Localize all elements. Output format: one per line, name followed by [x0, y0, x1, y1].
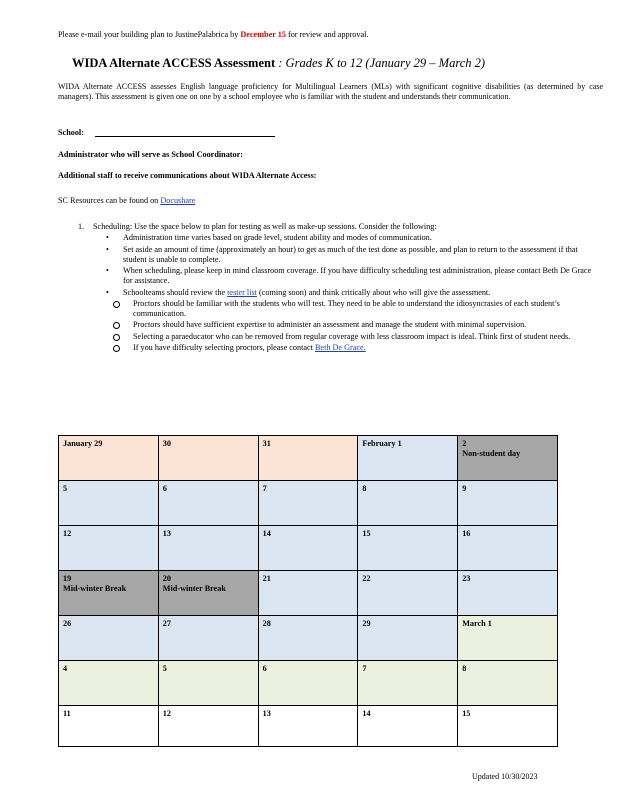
sub-bullet-text: Proctors should have sufficient expertise to administer an assessment and manage the student with minimal supervision.	[133, 320, 527, 330]
day-label: 20	[162, 574, 171, 583]
day-label: 13	[262, 709, 271, 718]
calendar-day-cell[interactable]	[458, 571, 558, 616]
day-label: 14	[362, 709, 371, 718]
calendar-day-cell[interactable]	[458, 481, 558, 526]
calendar-week-row	[59, 706, 558, 747]
day-label: 7	[362, 664, 367, 673]
sc-resources-line	[58, 196, 195, 206]
deadline-date: December 15	[240, 30, 286, 39]
list-item	[93, 266, 593, 287]
calendar-day-cell[interactable]	[158, 481, 258, 526]
day-label: 5	[162, 664, 167, 673]
title-main: WIDA Alternate ACCESS Assessment	[72, 56, 276, 70]
day-label: 7	[262, 484, 267, 493]
calendar-day-cell[interactable]	[158, 616, 258, 661]
day-label: 11	[63, 709, 71, 718]
list-item	[93, 320, 573, 330]
updated-date: Updated 10/30/2023	[472, 772, 538, 781]
bullet-icon: •	[106, 244, 109, 254]
day-label: 28	[262, 619, 271, 628]
bullet-icon: •	[106, 266, 109, 275]
resources-prefix: SC Resources can be found on	[58, 196, 159, 205]
day-label: January 29	[63, 439, 103, 448]
calendar-day-cell[interactable]	[59, 526, 159, 571]
scheduling-bullets	[93, 233, 618, 353]
calendar-day-cell[interactable]	[59, 616, 159, 661]
day-label: March 1	[462, 619, 492, 628]
bullet-icon: •	[106, 233, 109, 243]
day-label: 31	[262, 439, 271, 448]
calendar-day-cell[interactable]	[258, 706, 358, 747]
circle-bullet-icon	[113, 345, 120, 352]
calendar-day-cell[interactable]	[458, 616, 558, 661]
day-label: 6	[262, 664, 267, 673]
calendar-day-cell[interactable]	[358, 436, 458, 481]
school-input-line[interactable]	[95, 136, 275, 137]
calendar-day-cell[interactable]	[59, 481, 159, 526]
step-number: 1.	[78, 222, 85, 231]
calendar-day-cell[interactable]	[458, 436, 558, 481]
list-item	[93, 233, 593, 243]
day-label: 30	[162, 439, 171, 448]
calendar-week-row	[59, 481, 558, 526]
calendar-week-row	[59, 436, 558, 481]
sub-bullet-text: Selecting a paraeducator who can be removed from regular coverage with less classroom impact is ideal. Think first of student needs.	[133, 331, 571, 341]
day-label: 8	[362, 484, 367, 493]
bullet-text: Schoolteams should review the	[123, 287, 226, 297]
calendar-day-cell[interactable]	[358, 661, 458, 706]
intro-suffix: for review and approval.	[287, 30, 369, 39]
day-label: 22	[362, 574, 371, 583]
day-label: 2	[462, 439, 467, 448]
title-grades: : Grades K to 12 (January 29 – March 2)	[278, 56, 486, 70]
day-label: 9	[462, 484, 467, 493]
day-label: 13	[162, 529, 171, 538]
day-note: Non-student day	[462, 449, 521, 459]
beth-de-grace-link[interactable]: Beth De Grace.	[314, 342, 366, 352]
day-note: Mid-winter Break	[162, 584, 226, 594]
calendar-day-cell[interactable]	[258, 526, 358, 571]
sub-bullet-text: If you have difficulty selecting proctors, please contact	[133, 342, 313, 352]
day-label: 26	[63, 619, 72, 628]
calendar-week-row	[59, 661, 558, 706]
day-label: 14	[262, 529, 271, 538]
calendar-week-row	[59, 616, 558, 661]
calendar-day-cell[interactable]	[59, 571, 159, 616]
calendar-day-cell[interactable]	[258, 481, 358, 526]
calendar-day-cell[interactable]	[158, 526, 258, 571]
circle-bullet-icon	[113, 322, 120, 329]
day-label: 5	[63, 484, 68, 493]
circle-bullet-icon	[113, 301, 120, 308]
list-item	[93, 332, 573, 342]
calendar-week-row	[59, 526, 558, 571]
day-label: 15	[462, 709, 471, 718]
calendar-day-cell[interactable]	[158, 661, 258, 706]
day-label: 29	[362, 619, 371, 628]
bullet-text: (coming soon) and think critically about who will give the assessment.	[259, 287, 491, 297]
day-label: 19	[63, 574, 72, 583]
calendar-day-cell[interactable]	[258, 571, 358, 616]
bullet-text: Administration time varies based on grade level, student ability and modes of communication.	[123, 233, 432, 243]
day-label: 23	[462, 574, 471, 583]
day-label: 27	[162, 619, 171, 628]
proctor-sub-bullets	[93, 299, 593, 353]
steps-list	[78, 222, 618, 354]
school-label: School:	[58, 128, 84, 137]
bullet-icon: •	[106, 287, 109, 297]
day-label: 12	[162, 709, 171, 718]
day-label: 6	[162, 484, 167, 493]
list-item	[93, 299, 573, 320]
page-title	[72, 56, 485, 72]
day-label: February 1	[362, 439, 402, 448]
day-label: 4	[63, 664, 68, 673]
day-label: 15	[362, 529, 371, 538]
step-scheduling	[78, 222, 618, 353]
list-item	[93, 245, 593, 266]
calendar-day-cell[interactable]	[458, 661, 558, 706]
calendar-day-cell[interactable]	[358, 526, 458, 571]
calendar-day-cell[interactable]	[59, 661, 159, 706]
calendar-day-cell[interactable]	[59, 436, 159, 481]
docushare-link[interactable]: Docushare	[160, 196, 196, 205]
day-label: 8	[462, 664, 467, 673]
administrator-label: Administrator who will serve as School Coordinator:	[58, 150, 243, 159]
calendar-day-cell[interactable]	[258, 436, 358, 481]
calendar-day-cell[interactable]	[358, 481, 458, 526]
calendar-day-cell[interactable]	[458, 526, 558, 571]
step-heading: Scheduling: Use the space below to plan for testing as well as make-up sessions. Consider the following:	[93, 222, 437, 231]
intro-line	[58, 30, 368, 40]
sub-bullet-text: Proctors should be familiar with the students who will test. They need to be able to understand the idiosyncrasies of each student’s communication.	[133, 298, 560, 318]
bullet-text: When scheduling, please keep in mind classroom coverage. If you have difficulty scheduling test administration, please contact Beth De Grace for assistance.	[123, 266, 592, 286]
list-item	[93, 288, 593, 354]
bullet-text: Set aside an amount of time (approximately an hour) to get as much of the test done as possible, and plan to return to the assessment if that student is unable to complete.	[123, 244, 578, 264]
additional-staff-label: Additional staff to receive communications about WIDA Alternate Access:	[58, 171, 317, 180]
calendar-day-cell[interactable]	[59, 706, 159, 747]
calendar-day-cell[interactable]	[358, 616, 458, 661]
intro-prefix: Please e-mail your building plan to JustinePalabrica by	[58, 30, 239, 39]
testing-calendar	[58, 435, 558, 747]
calendar-day-cell[interactable]	[258, 616, 358, 661]
calendar-day-cell[interactable]	[158, 706, 258, 747]
day-note: Mid-winter Break	[63, 584, 127, 594]
calendar-day-cell[interactable]	[258, 661, 358, 706]
calendar-day-cell[interactable]	[358, 571, 458, 616]
day-label: 16	[462, 529, 471, 538]
list-item	[93, 343, 573, 353]
calendar-day-cell[interactable]	[158, 436, 258, 481]
calendar-week-row	[59, 571, 558, 616]
day-label: 12	[63, 529, 72, 538]
circle-bullet-icon	[113, 334, 120, 341]
calendar-day-cell[interactable]	[158, 571, 258, 616]
day-label: 21	[262, 574, 271, 583]
tester-list-link[interactable]: tester list	[227, 287, 257, 297]
description-paragraph: WIDA Alternate ACCESS assesses English language proficiency for Multilingual Learners (MLs) with significant cognitive disabilities (as determined by case managers). This assessment is given one on one by a school employee who is familiar with the student and understands their communication.	[58, 82, 603, 101]
calendar-day-cell[interactable]	[458, 706, 558, 747]
calendar-day-cell[interactable]	[358, 706, 458, 747]
